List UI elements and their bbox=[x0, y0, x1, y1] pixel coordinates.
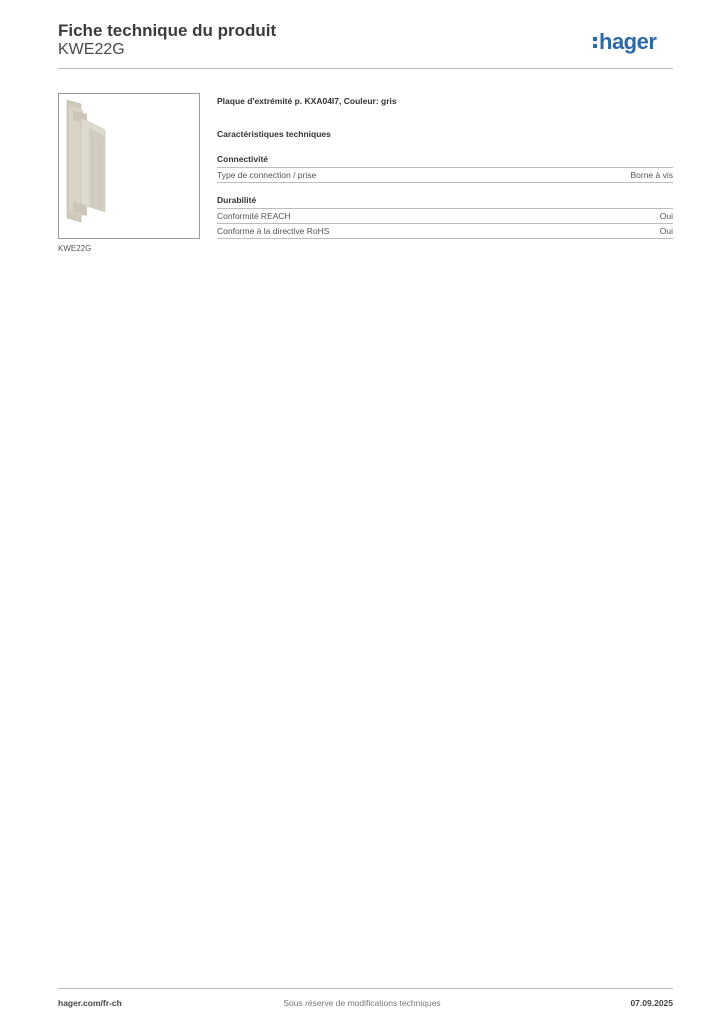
spec-value: Oui bbox=[659, 211, 673, 221]
footer-divider bbox=[58, 988, 673, 989]
specs-title: Caractéristiques techniques bbox=[217, 129, 331, 139]
footer-notice: Sous réserve de modifications techniques bbox=[283, 998, 441, 1008]
spec-row-reach bbox=[217, 209, 673, 224]
spec-row-connection-type bbox=[217, 168, 673, 183]
product-code-subtitle: KWE22G bbox=[58, 41, 125, 58]
product-image-caption: KWE22G bbox=[58, 244, 92, 253]
hager-logo bbox=[592, 28, 674, 56]
spec-label: Type de connection / prise bbox=[217, 170, 317, 180]
spec-label: Conforme à la directive RoHS bbox=[217, 226, 330, 236]
footer-date: 07.09.2025 bbox=[630, 998, 673, 1008]
logo-dot-bottom bbox=[593, 44, 597, 48]
product-details bbox=[217, 96, 673, 239]
spec-group-title-connectivity: Connectivité bbox=[217, 154, 673, 168]
header-divider bbox=[58, 68, 673, 69]
product-description: Plaque d'extrémité p. KXA04I7, Couleur: gris bbox=[217, 96, 397, 106]
spec-row-rohs bbox=[217, 224, 673, 239]
footer-website-link[interactable]: hager.com/fr-ch bbox=[58, 998, 122, 1008]
page-title: Fiche technique du produit bbox=[58, 21, 277, 40]
spec-value: Borne à vis bbox=[630, 170, 673, 180]
product-image bbox=[59, 94, 201, 240]
spec-group-title-durability: Durabilité bbox=[217, 195, 673, 209]
logo-dot-top bbox=[593, 37, 597, 41]
spec-value: Oui bbox=[659, 226, 673, 236]
product-image-frame bbox=[58, 93, 200, 239]
plate-inner-face bbox=[89, 128, 105, 212]
spec-label: Conformité REACH bbox=[217, 211, 291, 221]
logo-wordmark: hager bbox=[599, 29, 657, 54]
